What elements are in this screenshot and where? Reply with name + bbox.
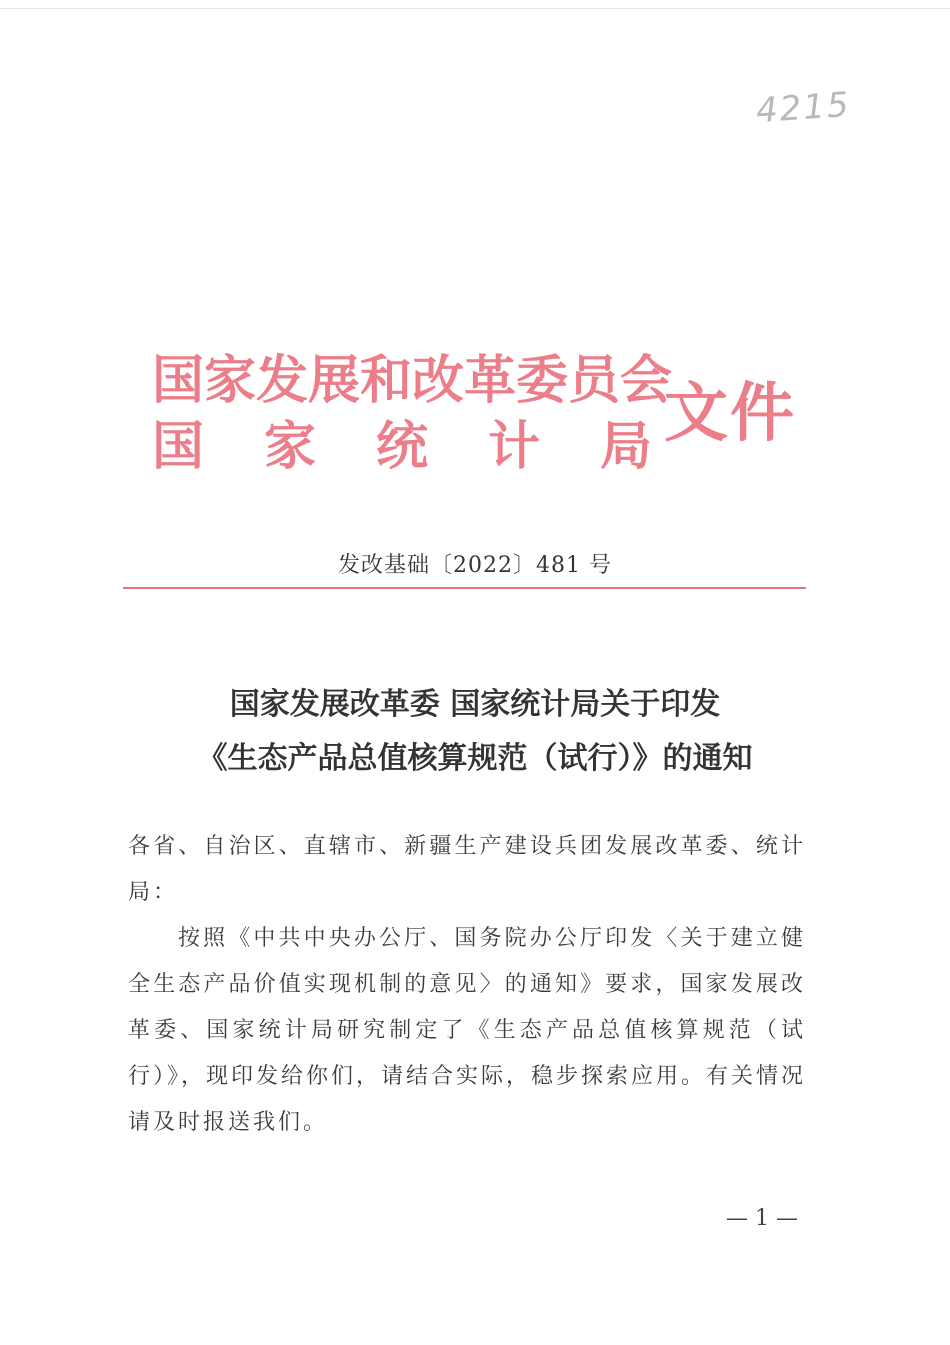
issuer-line-nbs bbox=[152, 414, 652, 480]
scan-edge-line bbox=[0, 8, 950, 9]
issuer-char: 计 bbox=[487, 416, 540, 477]
recipients-line: 各省、自治区、直辖市、新疆生产建设兵团发展改革委、统计局： bbox=[128, 834, 806, 905]
issuer-char: 统 bbox=[375, 416, 428, 477]
title-line-1: 国家发展改革委 国家统计局关于印发 bbox=[229, 687, 721, 722]
issuer-char: 家 bbox=[263, 416, 316, 477]
issuer-char: 国 bbox=[152, 416, 205, 477]
page-number: — 1 — bbox=[726, 1206, 798, 1231]
issuer-header bbox=[152, 348, 673, 480]
document-type-label: 文件 bbox=[664, 376, 796, 451]
issuer-line-ndrc: 国家发展和改革委员会 bbox=[152, 350, 673, 411]
title-line-2: 《生态产品总值核算规范（试行）》的通知 bbox=[197, 741, 753, 776]
document-body bbox=[128, 824, 806, 1146]
red-divider bbox=[123, 587, 806, 589]
document-number: 发改基础〔2022〕481 号 bbox=[338, 553, 612, 578]
handwritten-note: 4215 bbox=[754, 84, 852, 132]
document-title bbox=[0, 678, 950, 786]
body-paragraph: 按照《中共中央办公厅、国务院办公厅印发〈关于建立健全生态产品价值实现机制的意见〉的通知》要求，国家发展改革委、国家统计局研究制定了《生态产品总值核算规范（试行）》，现印发给你们，请结合实际，稳步探索应用。有关情况请及时报送我们。 bbox=[128, 926, 807, 1135]
issuer-char: 局 bbox=[599, 416, 652, 477]
